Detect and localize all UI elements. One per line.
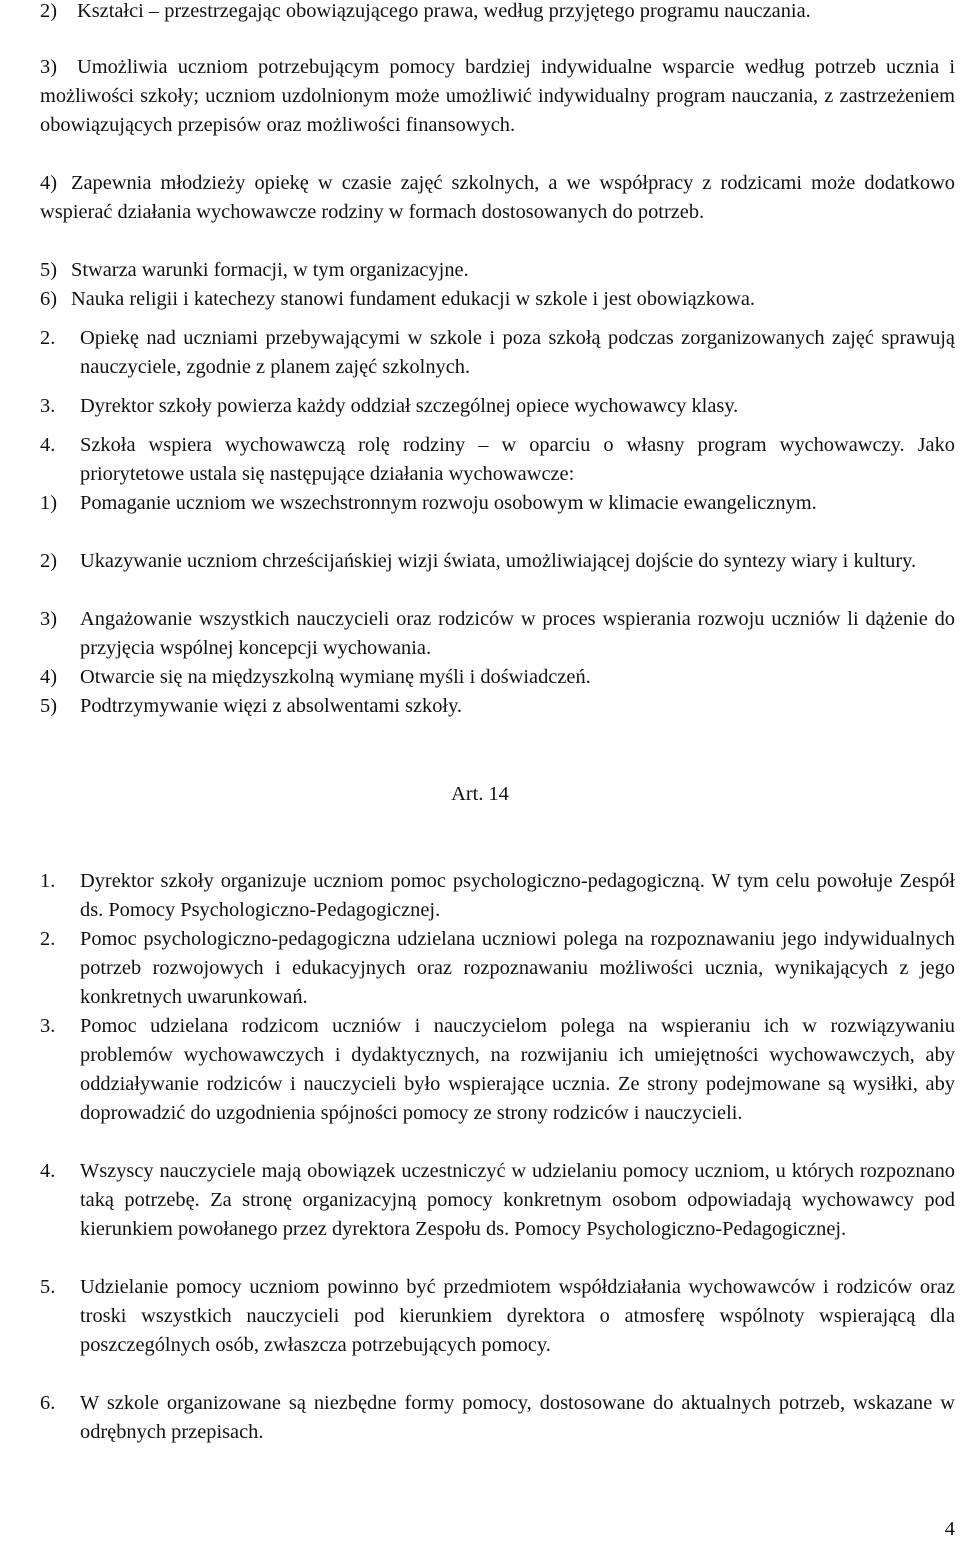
section-item bbox=[40, 392, 955, 421]
list-item bbox=[40, 169, 955, 227]
sub-list-item bbox=[40, 489, 955, 518]
article-heading: Art. 14 bbox=[451, 783, 509, 805]
paragraph-text: Wszyscy nauczyciele mają obowiązek uczestniczyć w udzielaniu pomocy uczniom, u których rozpoznano taką potrzebę. Za stronę organizacyjną pomocy konkretnym osobom odpowiadają wychowawcy pod kierunkiem powołanego przez dyrektora Zespołu ds. Pomocy Psychologiczno-Pedagogicznej. bbox=[80, 1160, 955, 1240]
list-item-number: 4) bbox=[40, 172, 57, 194]
section-text: Dyrektor szkoły powierza każdy oddział szczególnej opiece wychowawcy klasy. bbox=[80, 395, 739, 417]
list-item-text: Zapewnia młodzieży opiekę w czasie zajęć szkolnych, a we współpracy z rodzicami może dodatkowo wspierać działania wychowawcze rodziny w formach dostosowanych do potrzeb. bbox=[40, 172, 955, 223]
list-item-text: Kształci – przestrzegając obowiązującego prawa, według przyjętego programu nauczania. bbox=[77, 0, 811, 22]
sub-list-number: 1) bbox=[40, 492, 57, 514]
sub-list-text: Pomaganie uczniom we wszechstronnym rozwoju osobowym w klimacie ewangelicznym. bbox=[80, 492, 817, 514]
paragraph-text: Udzielanie pomocy uczniom powinno być przedmiotem współdziałania wychowawców i rodziców oraz troski wszystkich nauczycieli pod kierunkiem dyrektora o atmosferę wspólnoty wspierającą dla poszczególnych osób, zwłaszcza potrzebujących pomocy. bbox=[80, 1276, 955, 1356]
sub-list-item bbox=[40, 663, 955, 692]
sub-list-text: Otwarcie się na międzyszkolną wymianę myśli i doświadczeń. bbox=[80, 666, 591, 688]
list-item-number: 5) bbox=[40, 259, 57, 281]
sub-list-text: Ukazywanie uczniom chrześcijańskiej wizji świata, umożliwiającej dojście do syntezy wiary i kultury. bbox=[80, 550, 917, 572]
paragraph-text: Pomoc psychologiczno-pedagogiczna udzielana uczniowi polega na rozpoznawaniu jego indywidualnych potrzeb rozwojowych i edukacyjnych oraz rozpoznawaniu możliwości ucznia, wynikających z jego konkretnych uwarunkowań. bbox=[80, 928, 955, 1008]
list-item-number: 3) bbox=[40, 56, 57, 78]
paragraph-text: Dyrektor szkoły organizuje uczniom pomoc psychologiczno-pedagogiczną. W tym celu powołuje Zespół ds. Pomocy Psychologiczno-Pedagogicznej. bbox=[80, 870, 955, 921]
sub-list-text: Angażowanie wszystkich nauczycieli oraz rodziców w proces wspierania rozwoju uczniów li dążenie do przyjęcia wspólnej koncepcji wychowania. bbox=[80, 608, 955, 659]
list-item bbox=[40, 0, 955, 26]
list-item-number: 2) bbox=[40, 0, 57, 22]
section-number: 3. bbox=[40, 395, 56, 417]
article-paragraph bbox=[40, 867, 955, 925]
paragraph-text: Pomoc udzielana rodzicom uczniów i nauczycielom polega na wspieraniu ich w rozwiązywaniu problemów wychowawczych i dydaktycznych, na rozwijaniu ich umiejętności wychowawczych, aby oddziaływanie rodziców i nauczycieli było wspierające ucznia. Ze strony podejmowane są wysiłki, aby doprowadzić do uzgodnienia spójności pomocy ze strony rodziców i nauczycieli. bbox=[80, 1015, 955, 1124]
sub-list-number: 4) bbox=[40, 666, 57, 688]
sub-list-number: 2) bbox=[40, 550, 57, 572]
article-paragraph bbox=[40, 1389, 955, 1447]
paragraph-number: 2. bbox=[40, 928, 56, 950]
page-number: 4 bbox=[944, 1518, 955, 1540]
section-item bbox=[40, 431, 955, 489]
list-item bbox=[40, 53, 955, 140]
sub-list-item bbox=[40, 547, 955, 576]
paragraph-number: 6. bbox=[40, 1392, 56, 1414]
section-text: Opiekę nad uczniami przebywającymi w szkole i poza szkołą podczas zorganizowanych zajęć sprawują nauczyciele, zgodnie z planem zajęć szkolnych. bbox=[80, 327, 955, 378]
list-item-text: Nauka religii i katechezy stanowi fundament edukacji w szkole i jest obowiązkowa. bbox=[71, 288, 755, 310]
sub-list-item bbox=[40, 692, 955, 721]
article-paragraph bbox=[40, 1012, 955, 1128]
paragraph-text: W szkole organizowane są niezbędne formy pomocy, dostosowane do aktualnych potrzeb, wskazane w odrębnych przepisach. bbox=[80, 1392, 955, 1443]
list-item-text: Umożliwia uczniom potrzebującym pomocy bardziej indywidualne wsparcie według potrzeb ucznia i możliwości szkoły; uczniom uzdolnionym może umożliwić indywidualny program nauczania, z zastrzeżeniem obowiązujących przepisów oraz możliwości finansowych. bbox=[40, 56, 955, 136]
list-item-number: 6) bbox=[40, 288, 57, 310]
sub-list-item bbox=[40, 605, 955, 663]
sub-list-number: 5) bbox=[40, 695, 57, 717]
paragraph-number: 5. bbox=[40, 1276, 56, 1298]
article-paragraph bbox=[40, 1273, 955, 1360]
sub-list-text: Podtrzymywanie więzi z absolwentami szkoły. bbox=[80, 695, 463, 717]
article-paragraph bbox=[40, 925, 955, 1012]
section-number: 4. bbox=[40, 434, 56, 456]
section-text: Szkoła wspiera wychowawczą rolę rodziny – w oparciu o własny program wychowawczy. Jako priorytetowe ustala się następujące działania wychowawcze: bbox=[80, 434, 955, 485]
sub-list-number: 3) bbox=[40, 608, 57, 630]
article-paragraph bbox=[40, 1157, 955, 1244]
section-item bbox=[40, 324, 955, 382]
list-item-text: Stwarza warunki formacji, w tym organizacyjne. bbox=[71, 259, 469, 281]
list-item bbox=[40, 256, 955, 285]
paragraph-number: 4. bbox=[40, 1160, 56, 1182]
paragraph-number: 1. bbox=[40, 870, 56, 892]
list-item bbox=[40, 285, 955, 314]
section-number: 2. bbox=[40, 327, 56, 349]
paragraph-number: 3. bbox=[40, 1015, 56, 1037]
